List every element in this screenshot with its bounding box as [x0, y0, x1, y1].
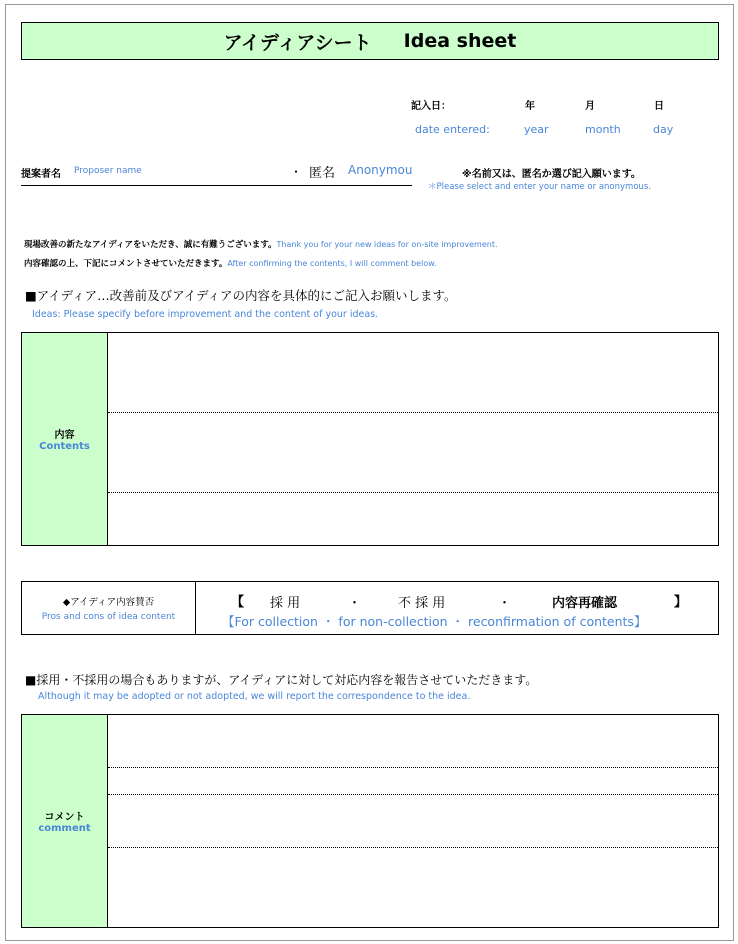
- anonymous-bullet: ・: [290, 165, 303, 179]
- comment-label: コメント: [44, 812, 85, 823]
- title-banner: [21, 22, 719, 60]
- title-english: Idea sheet: [403, 30, 517, 52]
- comment-box: [21, 714, 719, 928]
- pros-cons-label-cell: [22, 582, 196, 634]
- title-japanese: アイディアシート: [223, 31, 372, 54]
- ideas-heading: ■アイディア…改善前及びアイディアの内容を具体的にご記入お願いします。: [25, 288, 457, 303]
- option-adopt[interactable]: 採 用: [270, 596, 301, 611]
- comment-heading-en: Although it may be adopted or not adopted, we will report the correspondence to the idea.: [38, 691, 471, 702]
- pros-cons-label: ◆アイディア内容賛否: [62, 597, 155, 608]
- option-reject[interactable]: 不 採 用: [398, 596, 446, 611]
- date-entered-label-en: date entered:: [415, 123, 490, 136]
- contents-input-area[interactable]: [109, 333, 718, 545]
- pros-cons-box: [21, 581, 719, 635]
- comment-input-area[interactable]: [109, 715, 718, 927]
- bracket-close: 】: [674, 595, 688, 610]
- year-label-jp: 年: [525, 101, 535, 112]
- contents-label: 内容: [54, 430, 75, 441]
- option-reconfirm[interactable]: 内容再確認: [552, 596, 618, 611]
- intro-line-2-en: After confirming the contents, I will comment below.: [227, 259, 437, 268]
- intro-line-1-jp: 現場改善の新たなアイディアをいただき、誠に有難うございます。: [24, 240, 277, 250]
- comment-label-cell: [22, 715, 108, 927]
- contents-label-en: Contents: [39, 441, 90, 452]
- intro-line-2: [24, 257, 437, 269]
- separator-2: ・: [498, 596, 512, 611]
- bracket-open: 【: [231, 595, 245, 610]
- anonymous-label-en: Anonymou: [348, 163, 412, 177]
- selection-note: ※名前又は、匿名か選び記入願います。: [462, 169, 641, 180]
- intro-line-1-en: Thank you for your new ideas for on-site improvement.: [276, 240, 498, 249]
- comment-heading: ■採用・不採用の場合もありますが、アイディアに対して対応内容を報告させていただきます。: [25, 673, 538, 687]
- comment-label-en: comment: [38, 823, 91, 834]
- month-label-jp: 月: [585, 101, 595, 112]
- separator-1: ・: [348, 596, 362, 611]
- anonymous-label: 匿名: [309, 166, 336, 181]
- pros-cons-label-en: Pros and cons of idea content: [41, 612, 176, 622]
- month-label-en: month: [585, 123, 621, 136]
- contents-label-cell: [22, 333, 108, 545]
- day-label-jp: 日: [654, 101, 664, 112]
- options-en: 【For collection ・ for non-collection ・ reconfirmation of contents】: [222, 614, 647, 629]
- date-entered-label: 記入日：: [411, 101, 451, 112]
- proposer-label: 提案者名: [21, 169, 61, 180]
- day-label-en: day: [653, 123, 674, 136]
- contents-box: [21, 332, 719, 546]
- intro-line-2-jp: 内容確認の上、下記にコメントさせていただきます。: [24, 259, 228, 269]
- year-label-en: year: [524, 123, 549, 136]
- intro-line-1: [24, 238, 498, 250]
- ideas-heading-en: Ideas: Please specify before improvement and the content of your ideas.: [32, 309, 379, 320]
- proposer-name-underline: [21, 185, 412, 186]
- selection-note-en: ＊Please select and enter your name or anonymous.: [428, 182, 652, 192]
- proposer-label-en: Proposer name: [74, 166, 142, 176]
